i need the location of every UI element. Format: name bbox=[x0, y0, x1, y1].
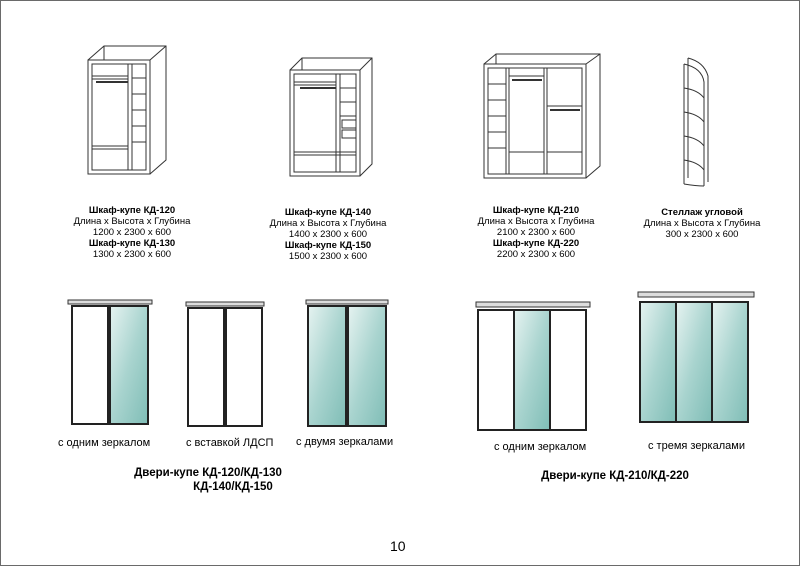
doors-kd120-kd150-title bbox=[118, 466, 298, 494]
wardrobe-kd210-drawing bbox=[480, 48, 606, 182]
door-label-one-mirror: с одним зеркалом bbox=[58, 437, 151, 449]
caption-corner-shelf bbox=[632, 207, 772, 240]
model-size: 1400 х 2300 х 600 bbox=[288, 229, 368, 240]
model-name: Шкаф-купе КД-120 bbox=[88, 205, 176, 216]
model-size: 2200 х 2300 х 600 bbox=[496, 249, 576, 260]
wardrobe-kd140-drawing bbox=[286, 54, 376, 180]
model-name: Шкаф-купе КД-130 bbox=[88, 238, 176, 249]
caption-kd210-kd220 bbox=[466, 205, 606, 260]
door-kd210-one-mirror-drawing bbox=[474, 300, 594, 434]
model-name: Шкаф-купе КД-210 bbox=[492, 205, 580, 216]
door-label-ldsp-insert: с вставкой ЛДСП bbox=[186, 437, 274, 449]
model-size: 1500 х 2300 х 600 bbox=[288, 251, 368, 262]
dimensions-label: Длина х Высота х Глубина bbox=[477, 216, 595, 227]
dimensions-label: Длина х Высота х Глубина bbox=[643, 218, 761, 229]
model-size: 2100 х 2300 х 600 bbox=[496, 227, 576, 238]
door-two-mirrors-drawing bbox=[302, 298, 392, 430]
caption-kd120-kd130 bbox=[62, 205, 202, 260]
wardrobe-kd120-drawing bbox=[84, 42, 170, 178]
door-ldsp-insert-drawing bbox=[184, 300, 268, 430]
model-size: 1200 х 2300 х 600 bbox=[92, 227, 172, 238]
model-name: Шкаф-купе КД-140 bbox=[284, 207, 372, 218]
model-name: Шкаф-купе КД-220 bbox=[492, 238, 580, 249]
model-name: Шкаф-купе КД-150 bbox=[284, 240, 372, 251]
model-name: Стеллаж угловой bbox=[661, 207, 743, 218]
door-three-mirrors-drawing bbox=[636, 290, 758, 426]
model-size: 300 х 2300 х 600 bbox=[665, 229, 739, 240]
page-number: 10 bbox=[390, 538, 406, 554]
corner-shelf-drawing bbox=[678, 52, 714, 190]
title-line-2: КД-140/КД-150 bbox=[193, 481, 273, 493]
door-one-mirror-drawing bbox=[66, 298, 156, 428]
door-label-two-mirrors: с двумя зеркалами bbox=[296, 436, 394, 448]
dimensions-label: Длина х Высота х Глубина bbox=[73, 216, 191, 227]
door-label-three-mirrors: с тремя зеркалами bbox=[648, 440, 745, 452]
doors-kd210-kd220-title: Двери-купе КД-210/КД-220 bbox=[541, 470, 689, 482]
door-label-kd210-one-mirror: с одним зеркалом bbox=[494, 441, 587, 453]
model-size: 1300 х 2300 х 600 bbox=[92, 249, 172, 260]
title-line-1: Двери-купе КД-120/КД-130 bbox=[134, 467, 282, 479]
caption-kd140-kd150 bbox=[258, 207, 398, 262]
dimensions-label: Длина х Высота х Глубина bbox=[269, 218, 387, 229]
